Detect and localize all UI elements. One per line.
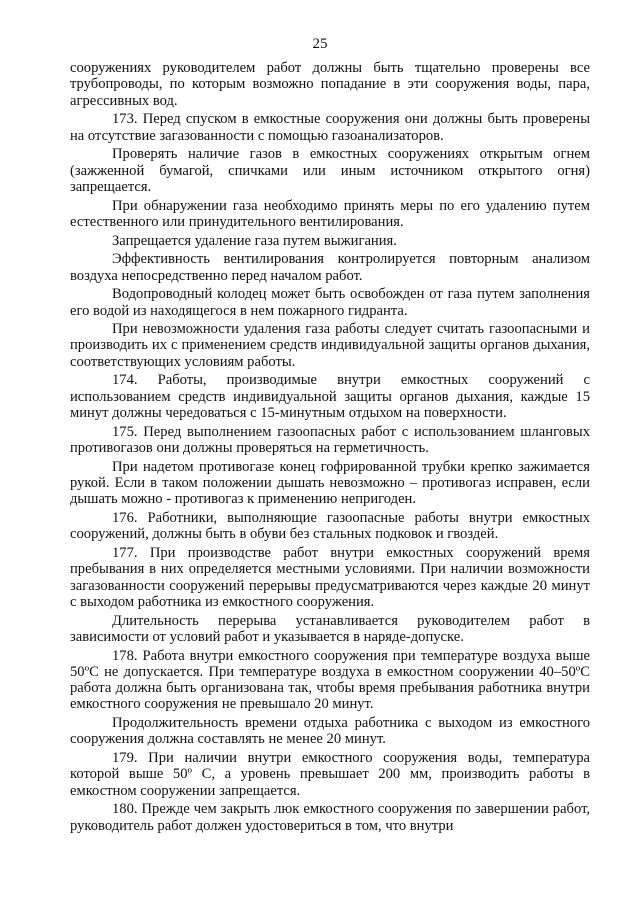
paragraph-break-duration: Длительность перерыва устанавливается руководителем работ в зависимости от условий работ и указывается в наряде-допуске. (70, 612, 590, 645)
paragraph-item-175: 175. Перед выполнением газоопасных работ с использованием шланговых противогазов они должны проверяться на герметичность. (70, 423, 590, 457)
paragraph-open-fire-ban: Проверять наличие газов в емкостных сооружениях открытым огнем (зажженной бумагой, спичками или иным источником открытого огня) запрещается. (70, 146, 590, 195)
paragraph-gas-removal: При обнаружении газа необходимо принять меры по его удалению путем естественного или принудительного вентилирования. (70, 197, 590, 230)
paragraph-item-173: 173. Перед спуском в емкостные сооружения они должны быть проверены на отсутствие загазованности с помощью газоанализаторов. (70, 111, 590, 144)
paragraph-rest-duration: Продолжительность времени отдыха работника с выходом из емкостного сооружения должна составлять не менее 20 минут. (70, 715, 590, 748)
paragraph-water-well: Водопроводный колодец может быть освобожден от газа путем заполнения его водой из находящегося в нем пожарного гидранта. (70, 286, 590, 319)
paragraph-item-180: 180. Прежде чем закрыть люк емкостного сооружения по завершении работ, руководитель работ должен удостовериться в том, что внутри (70, 801, 590, 834)
paragraph-item-176: 176. Работники, выполняющие газоопасные работы внутри емкостных сооружений, должны быть в обуви без стальных подковок и гвоздей. (70, 510, 590, 543)
page-number: 25 (312, 36, 328, 52)
paragraph-ventilation-check: Эффективность вентилирования контролируется повторным анализом воздуха непосредственно перед началом работ. (70, 251, 590, 284)
paragraph-gas-mask-test: При надетом противогазе конец гофрированной трубки крепко зажимается рукой. Если в таком положении дышать невозможно – противогаз исправен, если дышать можно - противогаз к применению непригоден. (70, 458, 590, 508)
paragraph-item-179: 179. При наличии внутри емкостного сооружения воды, температура которой выше 50º С, а уровень превышает 200 мм, производить работы в емкостном сооружении запрещается. (70, 750, 590, 799)
paragraph-continuation: сооружениях руководителем работ должны быть тщательно проверены все трубопроводы, по которым возможно попадание в эти сооружения воды, пара, агрессивных вод. (70, 60, 590, 109)
paragraph-item-178: 178. Работа внутри емкостного сооружения при температуре воздуха выше 50ºС не допускается. При температуре воздуха в емкостном сооружении 40–50ºС работа должна быть организована так, чтобы время пребывания работника внутри емкостного сооружения не превышало 20 минут. (70, 647, 590, 713)
paragraph-item-177: 177. При производстве работ внутри емкостных сооружений время пребывания в них определяется местными условиями. При наличии возможности загазованности сооружений перерывы предусматриваются через каждые 20 минут с выходом работника из емкостного сооружения. (70, 545, 590, 610)
paragraph-gas-hazardous: При невозможности удаления газа работы следует считать газоопасными и производить их с применением средств индивидуальной защиты органов дыхания, соответствующих условиям работы. (70, 321, 590, 370)
document-body (70, 60, 590, 836)
paragraph-burning-ban: Запрещается удаление газа путем выжигания. (112, 232, 397, 249)
paragraph-item-174: 174. Работы, производимые внутри емкостных сооружений с использованием средств индивидуальной защиты органов дыхания, каждые 15 минут должны чередоваться с 15-минутным отдыхом на поверхности. (70, 372, 590, 422)
